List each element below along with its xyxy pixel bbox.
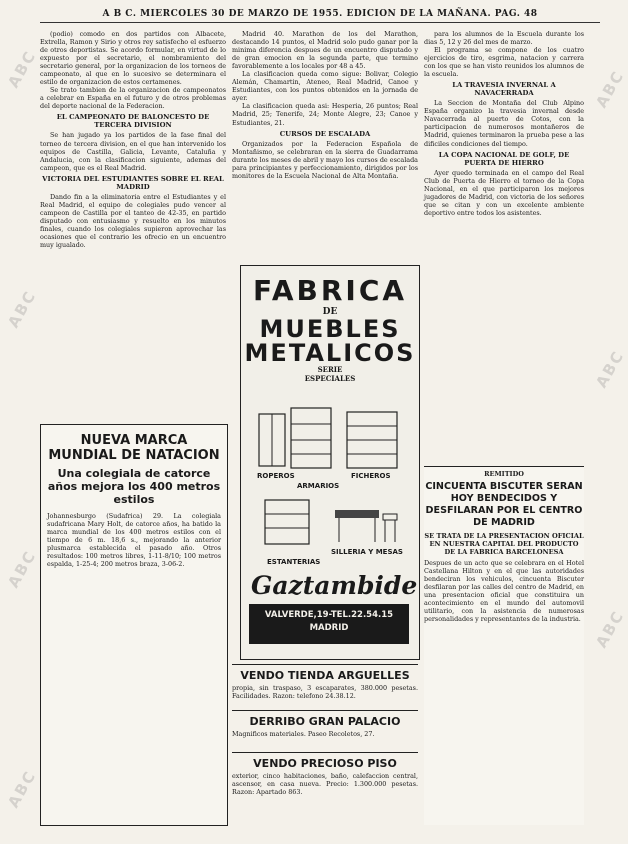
classified-title: DERRIBO GRAN PALACIO [249, 715, 401, 728]
brand-logo: Gaztambide [251, 571, 418, 600]
notice-headline: CINCUENTA BISCUTER SERAN HOY BENDECIDOS Y DESFILARAN POR EL CENTRO DE MADRID [425, 481, 583, 528]
ad-connector: DE [322, 307, 338, 317]
paragraph: para los alumnos de la Escuela durante los dias 5, 12 y 26 del mes de marzo. [424, 30, 584, 47]
paragraph: Se han jugado ya los partidos de la fase final del torneo de tercera division, en el que han intervenido los equipos de Castilla, Galicia, Levante, Cataluña y Andalucia, con la clasificacion siguiente, ademas del campeon, que es el Real Madrid. [40, 131, 226, 172]
article-body: Johannesburgo (Sudafrica) 29. La colegiala sudafricana Mary Holt, de catorce años, ha batido la marca mundial de los 400 metros estilos con el tiempo de 6 m. 18,6 s., mejorando la anterior plusmarca establecida el pasado año. Otros resultados: 100 metros libres, 1-11-8/10; 100 metros espalda, 1-25-4; 200 metros braza, 3-06-2. [47, 512, 221, 569]
watermark: ABC [4, 47, 40, 91]
paragraph: La clasificacion queda asi: Hesperia, 26 puntos; Real Madrid, 25; Tenerife, 24; Monte Alegre, 23; Canoe y Estudiantes, 21. [232, 102, 418, 127]
ad-especiales: ESPECIALES [304, 374, 356, 383]
city-line: MADRID [309, 623, 349, 633]
section-heading: VICTORIA DEL ESTUDIANTES SOBRE EL REAL MADRID [42, 174, 224, 191]
subheadline: Una colegiala de catorce años mejora los 400 metros estilos [47, 467, 221, 506]
watermark: ABC [4, 287, 40, 331]
paragraph: La Seccion de Montaña del Club Alpino España organizo la travesia invernal desde Navacerrada al puerto de Cotos, con la participacion de numerosos montañeros de Madrid, quienes terminaron la prueba pese a las dificiles condiciones del tiempo. [424, 99, 584, 148]
classified-ad [232, 664, 418, 703]
paragraph: (podio) comodo en dos partidos con Albacete, Extrella, Ramon y Sirio y otros rey satisfecho el esfuerzo de otros deportistas. Se acordo formular, en virtud de lo expuesto por el secretario, el nombramiento del secretario general, por la organizacion de los torneos de campeonato, al que en lo sucesivo se determinara el estilo de organizacion de estos certamenes. [40, 30, 226, 87]
section-heading: CURSOS DE ESCALADA [279, 129, 371, 138]
label-armarios: ARMARIOS [297, 482, 340, 490]
watermark: ABC [592, 67, 628, 111]
notice-tag: REMITIDO [484, 470, 524, 478]
watermark: ABC [592, 347, 628, 391]
headline: NUEVA MARCA MUNDIAL DE NATACION [48, 433, 220, 463]
label-estanterias: ESTANTERIAS [267, 558, 321, 566]
page-header: A B C. MIERCOLES 30 DE MARZO DE 1955. EDICION DE LA MAÑANA. PAG. 48 [102, 9, 538, 19]
label-ficheros: FICHEROS [351, 472, 391, 480]
paragraph: Ayer quedo terminada en el campo del Real Club de Puerta de Hierro el torneo de la Copa Nacional, en el que participaron los mejores jugadores de Madrid, con victoria de los señores que se citan y con un excelente ambiente deportivo entre todos los asistentes. [424, 168, 584, 217]
column-3 [424, 30, 584, 430]
classified-body: exterior, cinco habitaciones, baño, calefaccion central, ascensor, en casa nueva. Precio: 1.300.000 pesetas. Razon: Apartado 863. [232, 772, 418, 796]
paragraph: El programa se compone de los cuatro ejercicios de tiro, esgrima, natacion y carrera con los que se han visto reunidos los alumnos de la escuela. [424, 46, 584, 79]
section-heading: LA COPA NACIONAL DE GOLF, DE PUERTA DE HIERRO [438, 150, 570, 167]
watermark: ABC [592, 607, 628, 651]
ad-serie: SERIE [317, 365, 343, 374]
column-2 [232, 30, 418, 262]
paragraph: Madrid 40. Marathon de los del Marathon, destacando 14 puntos, el Madrid solo pudo ganar por la minima diferencia despues de un encuentro disputado y de gran emocion en la segunda parte, que termino favorablemente a los locales por 48 a 45. [232, 30, 418, 71]
label-sillerias: SILLERIA Y MESAS [331, 548, 403, 556]
paragraph: La clasificacion queda como sigue: Bolivar, Colegio Alemán, Chamartin, Ateneo, Real Madrid, Canoe y Estudiantes, con los puntos obtenidos en la jornada de ayer. [232, 70, 418, 103]
header-rule [40, 22, 600, 23]
classified-title: VENDO PRECIOSO PISO [253, 757, 397, 770]
classified-ad [232, 752, 418, 823]
paragraph: Dando fin a la eliminatoria entre el Estudiantes y el Real Madrid, el equipo de colegiales pudo vencer al campeon de Castilla por el tanteo de 42-35, en partido disputado con entusiasmo y resuelto en los minutos finales, cuando los colegiales supieron aprovechar las ocasiones que el contrario les ofrecio en un encuentro muy igualado. [40, 192, 226, 249]
ad-product: MUEBLES METALICOS [244, 315, 416, 367]
notice-body: Despues de un acto que se celebrara en el Hotel Castellana Hilton y en el que las autoridades bendeciran los vehiculos, cincuenta Biscuter desfilaran por las calles del centro de Madrid, en una presentacion oficial que constituira un acontecimiento en el mundo del automovil utilitario, con la asistencia de numerosas personalidades y representantes de la industria. [424, 559, 584, 624]
classified-title: VENDO TIENDA ARGUELLES [240, 669, 410, 682]
paragraph: Se trato tambien de la organizacion de campeonatos a celebrar en España en el futuro y de otros problemas del deporte nacional de la Federacion. [40, 86, 226, 111]
watermark: ABC [4, 767, 40, 811]
address-line: VALVERDE,19-TEL.22.54.15 [264, 610, 394, 620]
address-block [249, 604, 409, 644]
column-1 [40, 30, 226, 416]
classified-ad [232, 710, 418, 747]
biscuter-notice [424, 466, 584, 825]
section-heading: EL CAMPEONATO DE BALONCESTO DE TERCERA DIVISION [56, 113, 210, 130]
swimming-news-box [40, 424, 228, 826]
label-roperos: ROPEROS [257, 472, 295, 480]
watermark: ABC [4, 547, 40, 591]
classified-body: propia, sin traspaso, 3 escaparates, 380.000 pesetas. Facilidades. Razon: telefono 24.38.12. [232, 684, 418, 700]
classified-body: Magnificos materiales. Paseo Recoletos, 27. [232, 730, 375, 738]
furniture-advertisement [240, 265, 420, 660]
section-heading: LA TRAVESIA INVERNAL A NAVACERRADA [452, 81, 556, 98]
notice-subheadline: SE TRATA DE LA PRESENTACION OFICIAL EN NUESTRA CAPITAL DEL PRODUCTO DE LA FABRICA BARCELONESA [424, 532, 584, 556]
paragraph: Organizados por la Federacion Española de Montañismo, se celebraran en la sierra de Guadarrama durante los meses de abril y mayo los cursos de escalada para principiantes y perfeccionamiento, dirigidos por los monitores de la Escuela Nacional de Alta Montaña. [232, 139, 418, 180]
ad-title: FABRICA [252, 274, 408, 307]
